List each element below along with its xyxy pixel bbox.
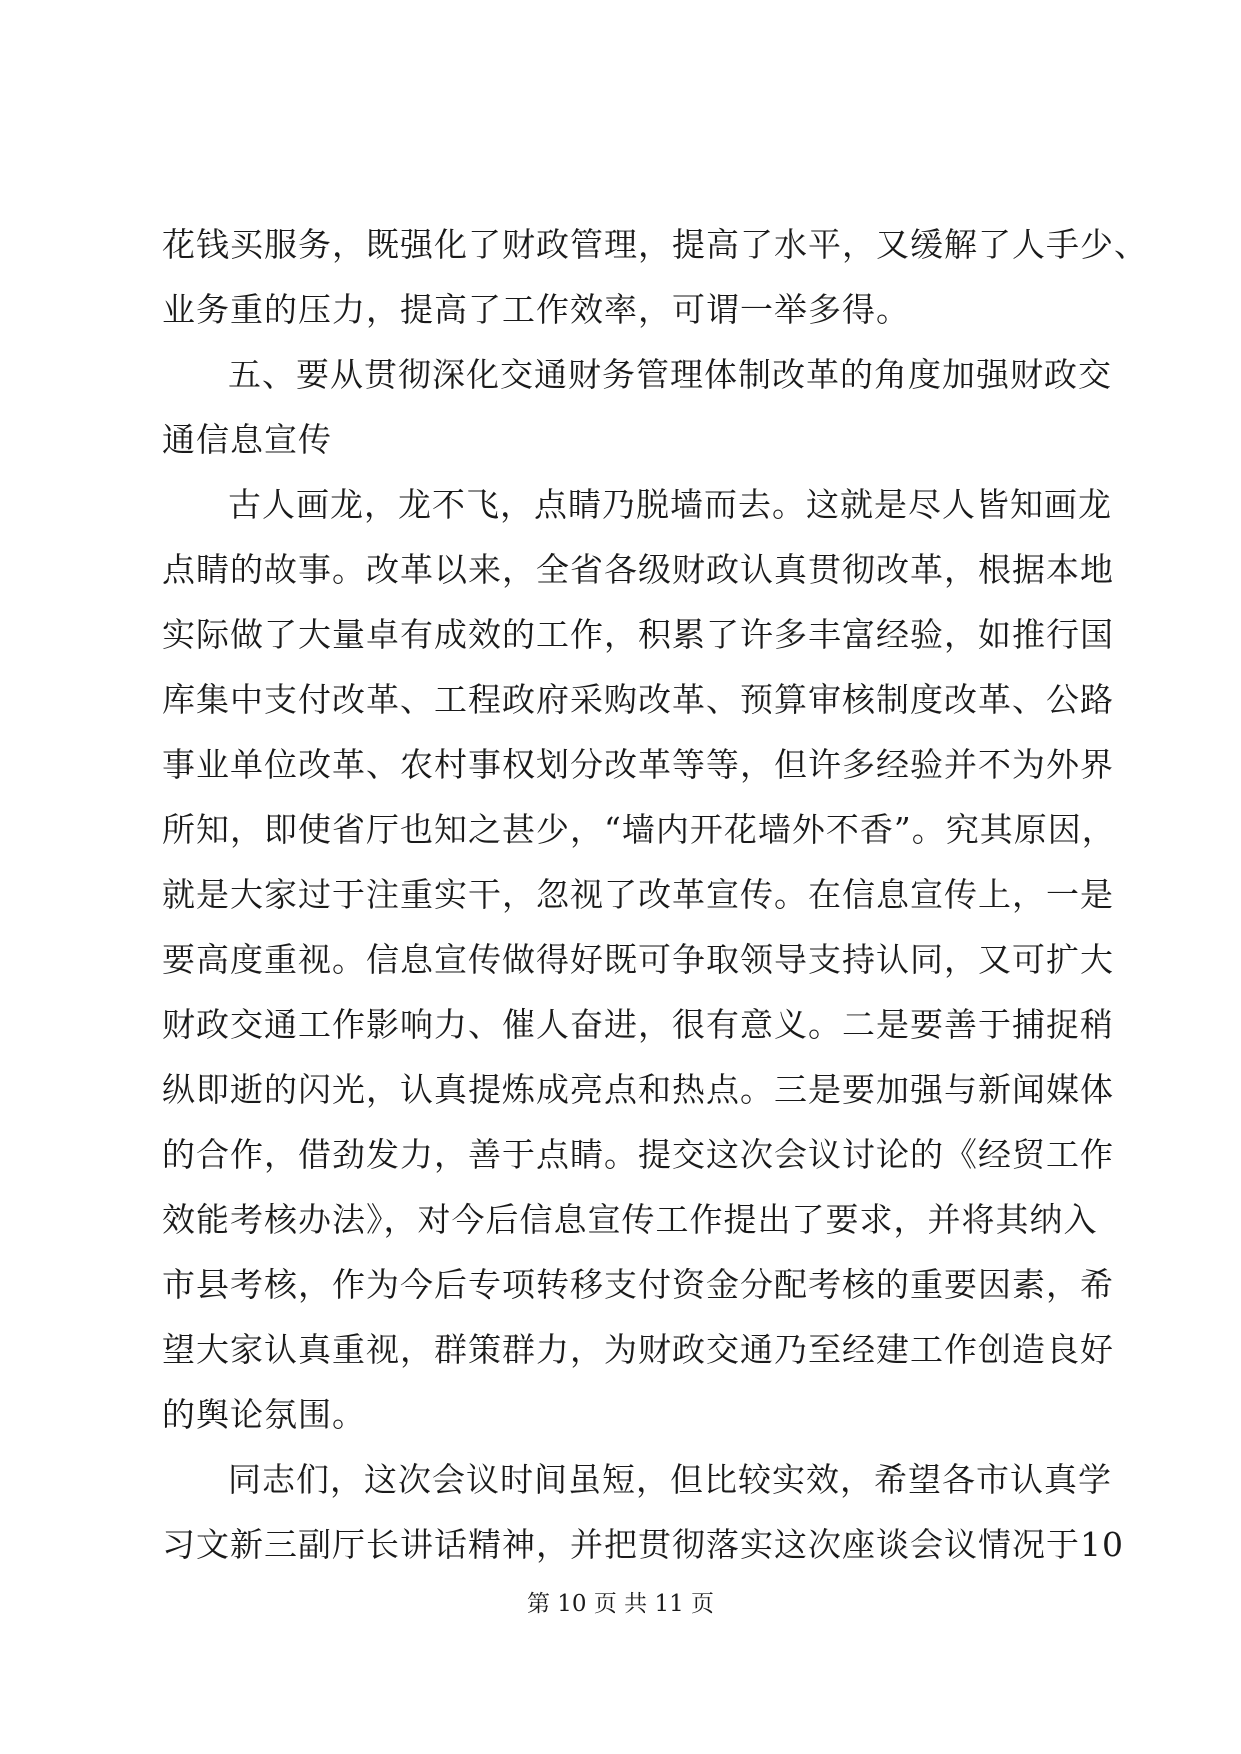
text-line: 效能考核办法》，对今后信息宣传工作提出了要求，并将其纳入 xyxy=(162,1200,1098,1239)
text-line: 同志们，这次会议时间虽短，但比较实效，希望各市认真学 xyxy=(228,1460,1112,1499)
text-line: 纵即逝的闪光，认真提炼成亮点和热点。三是要加强与新闻媒体 xyxy=(162,1070,1114,1109)
text-line: 就是大家过于注重实干，忽视了改革宣传。在信息宣传上，一是 xyxy=(162,875,1114,914)
heading-line: 五、要从贯彻深化交通财务管理体制改革的角度加强财政交 xyxy=(228,355,1112,394)
text-line: 实际做了大量卓有成效的工作，积累了许多丰富经验，如推行国 xyxy=(162,615,1114,654)
text-line: 习文新三副厅长讲话精神，并把贯彻落实这次座谈会议情况于10 xyxy=(162,1525,1124,1564)
text-line: 古人画龙，龙不飞，点睛乃脱墙而去。这就是尽人皆知画龙 xyxy=(228,485,1112,524)
paragraph-dragon xyxy=(162,472,1116,1447)
paragraph-closing xyxy=(162,1447,1124,1577)
page-number-footer: 第 10 页 共 11 页 xyxy=(526,1591,715,1617)
text-line: 望大家认真重视，群策群力，为财政交通乃至经建工作创造良好 xyxy=(162,1330,1114,1369)
text-line: 财政交通工作影响力、催人奋进，很有意义。二是要善于捕捉稍 xyxy=(162,1005,1114,1044)
text-line: 的舆论氛围。 xyxy=(162,1395,366,1434)
text-line: 的合作，借劲发力，善于点睛。提交这次会议讨论的《经贸工作 xyxy=(162,1135,1114,1174)
paragraph-continuation xyxy=(162,212,1148,342)
heading-line: 通信息宣传 xyxy=(162,420,332,459)
text-line: 花钱买服务，既强化了财政管理，提高了水平，又缓解了人手少、 xyxy=(162,225,1148,264)
text-line: 事业单位改革、农村事权划分改革等等，但许多经验并不为外界 xyxy=(162,745,1114,784)
text-line: 点睛的故事。改革以来，全省各级财政认真贯彻改革，根据本地 xyxy=(162,550,1114,589)
text-line: 业务重的压力，提高了工作效率，可谓一举多得。 xyxy=(162,290,910,329)
section-heading-five xyxy=(162,342,1112,472)
text-line: 市县考核，作为今后专项转移支付资金分配考核的重要因素，希 xyxy=(162,1265,1114,1304)
text-line: 库集中支付改革、工程政府采购改革、预算审核制度改革、公路 xyxy=(162,680,1114,719)
text-line: 要高度重视。信息宣传做得好既可争取领导支持认同，又可扩大 xyxy=(162,940,1114,979)
text-line: 所知，即使省厅也知之甚少，“墙内开花墙外不香”。究其原因， xyxy=(162,810,1116,849)
document-body xyxy=(162,212,1148,1577)
